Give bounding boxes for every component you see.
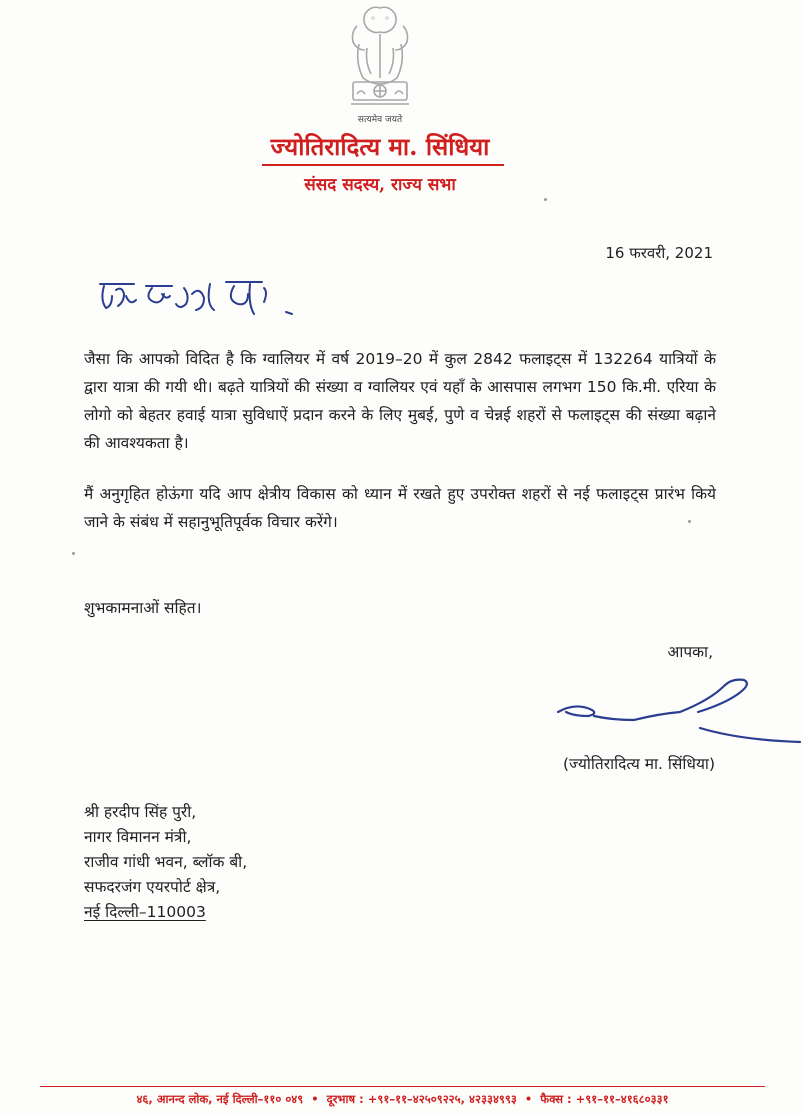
footer-separator: •	[311, 1092, 319, 1106]
footer-divider	[40, 1086, 765, 1087]
address-line-city: नई दिल्ली–110003	[84, 903, 206, 921]
recipient-address	[84, 800, 247, 925]
footer-address: ४६, आनन्द लोक, नई दिल्ली–११० ०४९	[136, 1092, 304, 1106]
signer-name: (ज्योतिरादित्य मा. सिंधिया)	[562, 755, 715, 773]
sender-title: संसद सदस्य, राज्य सभा	[304, 175, 456, 195]
header-divider	[262, 164, 504, 166]
footer-separator: •	[524, 1092, 533, 1106]
body-paragraph-2: मैं अनुगृहित होऊंगा यदि आप क्षेत्रीय विकास को ध्यान में रखते हुए उपरोक्त शहरों से नई फलाइट्स प्रारंभ किये जाने के संबंध में सहानुभूतिपूर्वक विचार करेंगे।	[84, 485, 716, 531]
salutation-text: प्रिय श्री पुरी जी,	[90, 330, 96, 331]
address-line: श्री हरदीप सिंह पुरी,	[84, 803, 197, 821]
emblem-motto: सत्यमेव जयते	[357, 115, 403, 125]
address-line: नागर विमानन मंत्री,	[84, 828, 192, 846]
footer-fax: फैक्स : +९१–११–४१६८०३३१	[540, 1092, 669, 1106]
scan-speck	[688, 520, 691, 523]
handwritten-salutation	[90, 272, 310, 332]
letter-date: 16 फरवरी, 2021	[605, 244, 713, 262]
scan-speck	[72, 552, 75, 555]
closing-line: शुभकामनाओं सहित।	[84, 599, 202, 617]
footer-phone: दूरभाष : +९१–११–४२५०९२२५, ४२३३४९९३	[326, 1092, 517, 1106]
sender-name: ज्योतिरादित्य मा. सिंधिया	[270, 132, 490, 161]
scan-speck	[544, 198, 547, 201]
footer-contact	[30, 1092, 775, 1107]
valediction: आपका,	[667, 643, 713, 661]
ashoka-emblem-icon	[345, 4, 415, 116]
body-paragraph-1: जैसा कि आपको विदित है कि ग्वालियर में वर्ष 2019–20 में कुल 2842 फलाइट्स में 132264 यात्रियों के द्वारा यात्रा की गयी थी। बढ़ते यात्रियों की संख्या व ग्वालियर एवं यहाँ के आसपास लगभग 150 कि.मी. एरिया के लोगो को बेहतर हवाई यात्रा सुविधाऐं प्रदान करने के लिए मुबई, पुणे व चेन्नई शहरों से फलाइट्स की संख्या बढ़ाने की आवश्यकता है।	[84, 350, 716, 452]
signature-image	[550, 676, 803, 756]
address-line: राजीव गांधी भवन, ब्लॉक बी,	[84, 853, 248, 871]
address-line: सफदरजंग एयरपोर्ट क्षेत्र,	[84, 878, 221, 896]
